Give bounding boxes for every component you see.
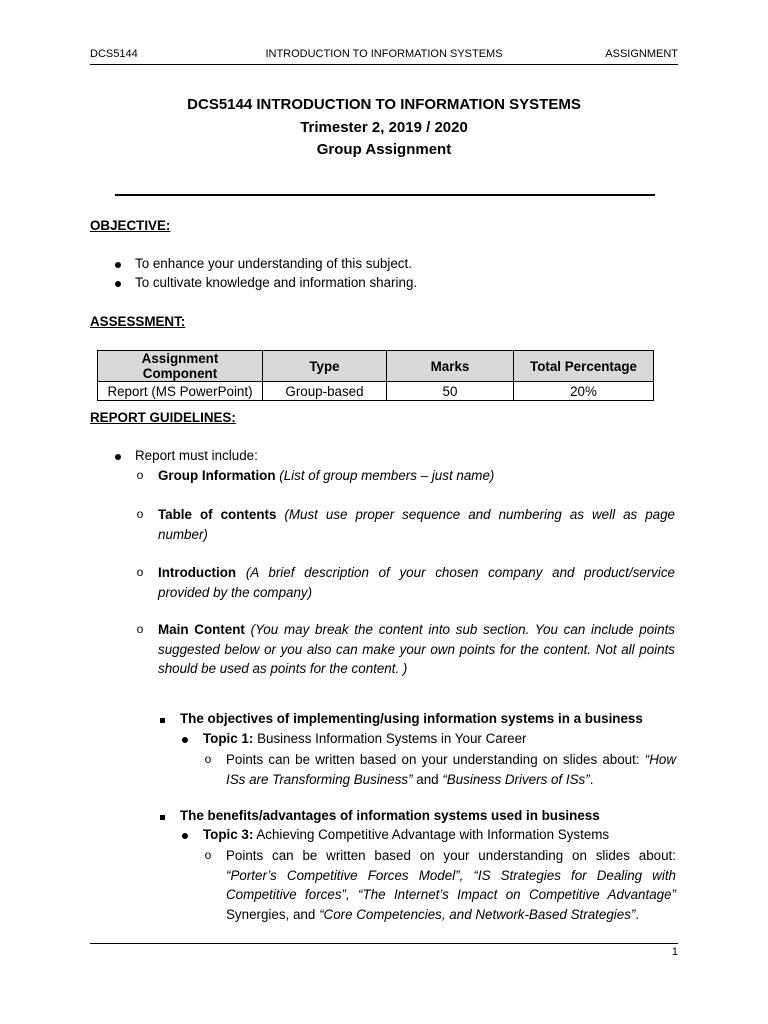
guideline-group-info: [158, 466, 675, 486]
guideline-introduction: [158, 563, 675, 602]
header-doc-type: ASSIGNMENT: [605, 48, 678, 60]
point-text: .: [635, 906, 640, 922]
point-quote: “Business Drivers of ISs”: [442, 771, 590, 787]
assessment-heading: ASSESSMENT:: [90, 314, 186, 329]
point-quote: “How ISs are Transforming Business”: [226, 752, 676, 787]
document-trimester: Trimester 2, 2019 / 2020: [300, 119, 468, 136]
title-divider: [115, 194, 655, 196]
circle-bullet-icon: o: [136, 622, 144, 636]
table-cell: 20%: [514, 382, 654, 401]
page-header: [90, 48, 678, 65]
topic-point: [226, 750, 676, 789]
bullet-icon: [180, 731, 190, 746]
header-course-title: INTRODUCTION TO INFORMATION SYSTEMS: [265, 48, 503, 60]
column-header: Type: [263, 351, 387, 382]
square-bullet-icon: [157, 711, 167, 726]
guideline-label: Table of contents: [158, 507, 277, 522]
table-cell: 50: [387, 382, 514, 401]
bullet-icon: [113, 275, 123, 290]
objective-heading: OBJECTIVE:: [90, 218, 171, 233]
topic-line: [203, 827, 609, 842]
guideline-label: Group Information: [158, 468, 276, 483]
point-quote: “Porter’s Competitive Forces Model”, “IS Strategies for Dealing with Competitive forces”, “The Internet’s Impact on Competitive Advantage”: [226, 867, 676, 902]
circle-bullet-icon: o: [136, 507, 144, 521]
topic-text: Achieving Competitive Advantage with Information Systems: [256, 827, 610, 842]
point-text: Points can be written based on your understanding on slides about:: [226, 752, 645, 767]
objective-item: To cultivate knowledge and information sharing.: [135, 275, 418, 290]
topic-point: [226, 846, 676, 924]
column-header: Total Percentage: [514, 351, 654, 382]
point-text: Points can be written based on your understanding on slides about:: [226, 848, 676, 863]
circle-bullet-icon: o: [136, 565, 144, 579]
point-text: .: [589, 771, 594, 787]
circle-bullet-icon: o: [136, 468, 144, 482]
bullet-icon: [180, 827, 190, 842]
guidelines-intro: Report must include:: [135, 448, 258, 463]
document-title: DCS5144 INTRODUCTION TO INFORMATION SYSTEMS: [187, 96, 581, 113]
table-cell: Report (MS PowerPoint): [98, 382, 263, 401]
guideline-desc: (A brief description of your chosen company and product/service provided by the company): [158, 565, 675, 600]
topic-line: [203, 731, 527, 746]
header-course-code: DCS5144: [90, 48, 138, 60]
bullet-icon: [113, 256, 123, 271]
point-quote: “Core Competencies, and Network-Based Strategies”: [319, 906, 636, 922]
square-bullet-icon: [157, 808, 167, 823]
guideline-label: Introduction: [158, 565, 237, 580]
section-title: The benefits/advantages of information systems used in business: [180, 808, 600, 823]
circle-bullet-icon: o: [204, 752, 212, 766]
topic-label: Topic 3:: [203, 827, 254, 842]
guideline-desc: (You may break the content into sub section. You can include points suggested below or you also can make your own points for the content. Not all points should be used as points for the content. ): [158, 622, 675, 676]
guideline-desc: (List of group members – just name): [279, 468, 495, 483]
assessment-table: [97, 350, 654, 401]
table-row: [98, 382, 654, 401]
circle-bullet-icon: o: [204, 848, 212, 862]
guidelines-heading: REPORT GUIDELINES:: [90, 410, 236, 425]
topic-text: Business Information Systems in Your Career: [257, 731, 527, 746]
column-header: Marks: [387, 351, 514, 382]
topic-label: Topic 1:: [203, 731, 254, 746]
guideline-label: Main Content: [158, 622, 245, 637]
section-title: The objectives of implementing/using information systems in a business: [180, 711, 643, 726]
table-cell: Group-based: [263, 382, 387, 401]
table-header-row: [98, 351, 654, 382]
objective-item: To enhance your understanding of this subject.: [135, 256, 412, 271]
guideline-desc: (Must use proper sequence and numbering as well as page number): [158, 507, 675, 542]
page-number: 1: [671, 946, 678, 958]
footer-divider: [90, 943, 678, 944]
column-header: Assignment Component: [98, 351, 263, 382]
bullet-icon: [113, 448, 123, 463]
point-text: and: [412, 771, 443, 787]
guideline-main-content: [158, 620, 675, 679]
document-subtitle: Group Assignment: [316, 141, 452, 158]
point-text: Synergies, and: [226, 906, 320, 922]
guideline-toc: [158, 505, 675, 544]
